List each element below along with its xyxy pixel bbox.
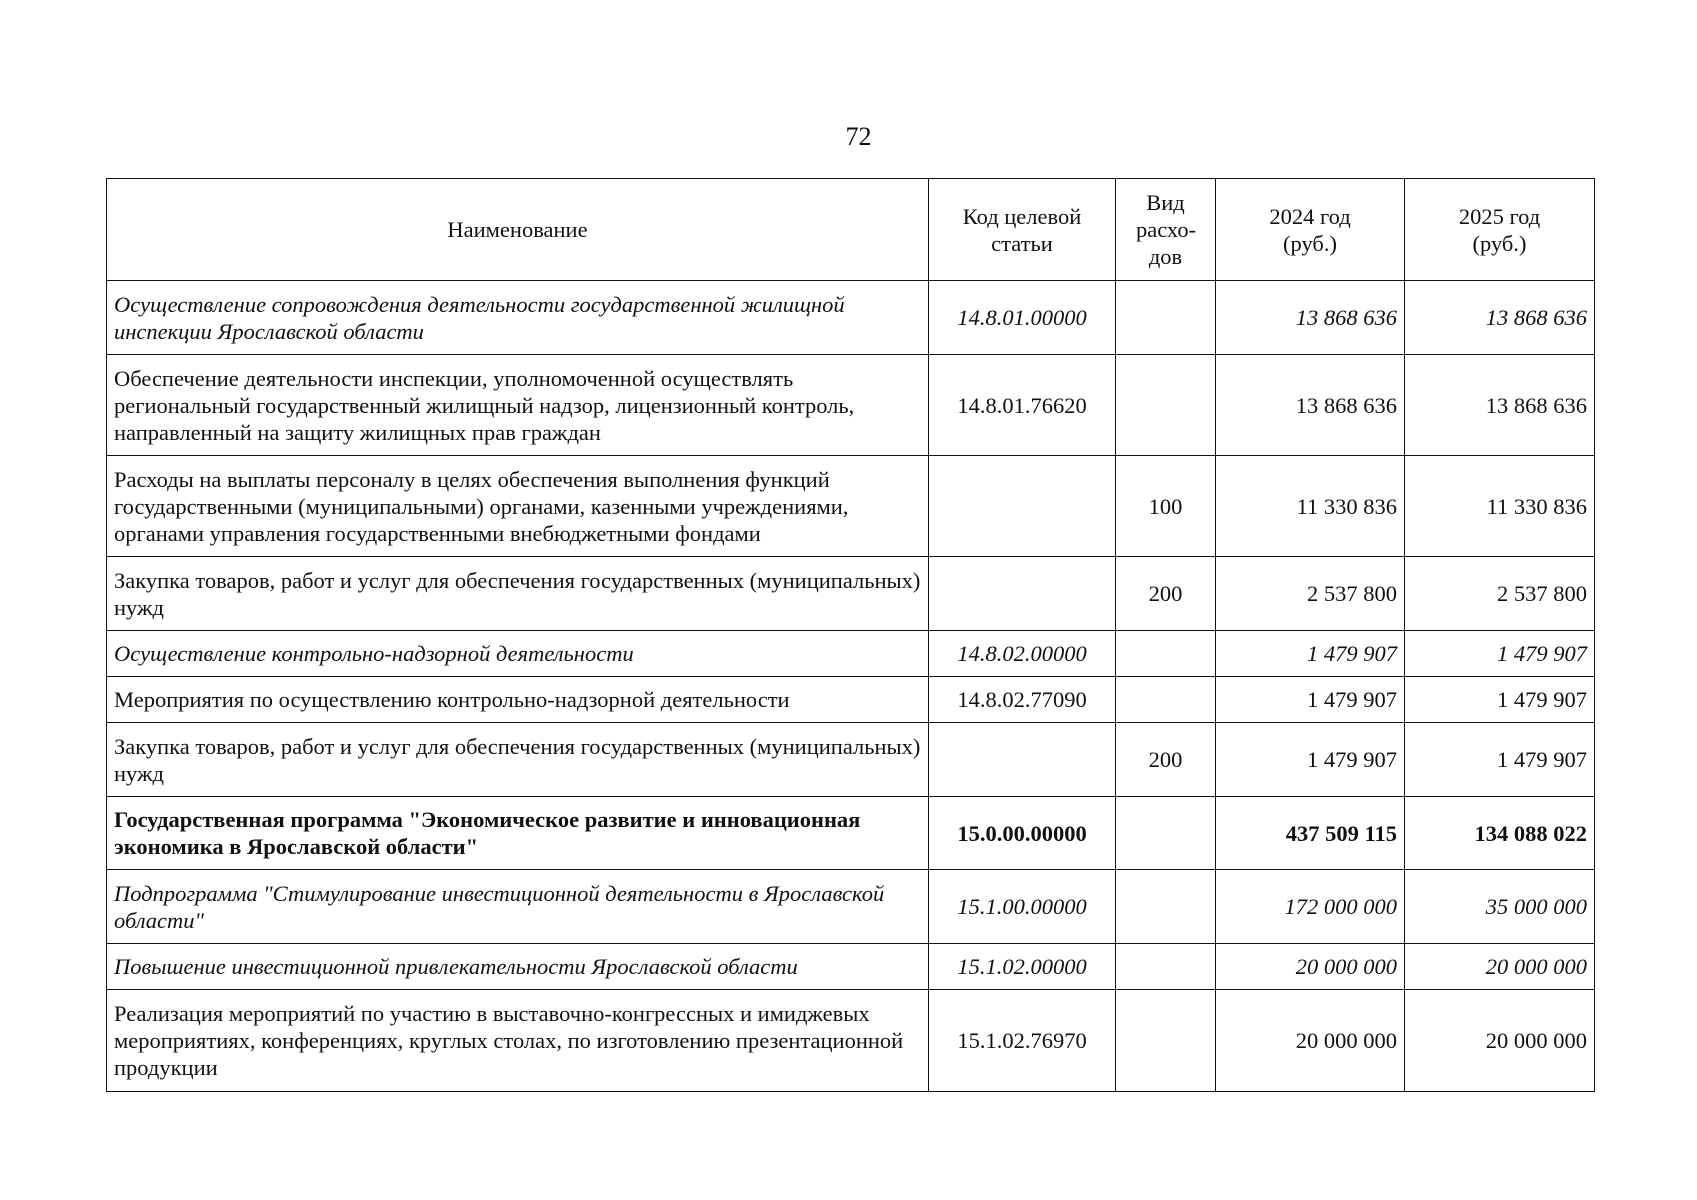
cell-name: Расходы на выплаты персоналу в целях обеспечения выполнения функций государственными (муниципальными) органами, казенными учреждениями, органами управления государственными внебюджетными фондами xyxy=(107,456,929,557)
cell-name: Обеспечение деятельности инспекции, уполномоченной осуществлять региональный государственный жилищный надзор, лицензионный контроль, направленный на защиту жилищных прав граждан xyxy=(107,355,929,456)
cell-year-2024: 437 509 115 xyxy=(1216,797,1405,870)
cell-type xyxy=(1116,677,1216,723)
table-row xyxy=(107,631,1595,677)
cell-code: 15.1.02.00000 xyxy=(929,944,1116,990)
cell-year-2024: 11 330 836 xyxy=(1216,456,1405,557)
cell-name: Осуществление сопровождения деятельности государственной жилищной инспекции Ярославской области xyxy=(107,281,929,355)
cell-year-2025: 2 537 800 xyxy=(1405,557,1595,631)
cell-code: 14.8.02.00000 xyxy=(929,631,1116,677)
budget-table xyxy=(106,178,1595,1092)
cell-year-2024: 1 479 907 xyxy=(1216,677,1405,723)
cell-year-2024: 13 868 636 xyxy=(1216,355,1405,456)
cell-type xyxy=(1116,944,1216,990)
page-number: 72 xyxy=(845,122,872,151)
cell-code: 15.1.02.76970 xyxy=(929,990,1116,1092)
cell-type xyxy=(1116,281,1216,355)
table-row xyxy=(107,456,1595,557)
cell-year-2024: 2 537 800 xyxy=(1216,557,1405,631)
table-row xyxy=(107,281,1595,355)
table-row xyxy=(107,990,1595,1092)
cell-code: 14.8.01.76620 xyxy=(929,355,1116,456)
cell-type xyxy=(1116,870,1216,944)
cell-year-2024: 20 000 000 xyxy=(1216,944,1405,990)
cell-code xyxy=(929,456,1116,557)
cell-type: 200 xyxy=(1116,557,1216,631)
table-row xyxy=(107,723,1595,797)
cell-type: 100 xyxy=(1116,456,1216,557)
cell-year-2025: 35 000 000 xyxy=(1405,870,1595,944)
header-year-2024: 2024 год (руб.) xyxy=(1216,179,1405,281)
table-row xyxy=(107,944,1595,990)
table-header-row xyxy=(107,179,1595,281)
cell-name: Реализация мероприятий по участию в выставочно-конгрессных и имиджевых мероприятиях, конференциях, круглых столах, по изготовлению презентационной продукции xyxy=(107,990,929,1092)
cell-code: 14.8.01.00000 xyxy=(929,281,1116,355)
cell-code: 15.1.00.00000 xyxy=(929,870,1116,944)
table-row xyxy=(107,677,1595,723)
cell-year-2025: 134 088 022 xyxy=(1405,797,1595,870)
cell-name: Государственная программа "Экономическое развитие и инновационная экономика в Ярославской области" xyxy=(107,797,929,870)
cell-year-2024: 1 479 907 xyxy=(1216,631,1405,677)
cell-code xyxy=(929,723,1116,797)
cell-code xyxy=(929,557,1116,631)
cell-name: Мероприятия по осуществлению контрольно-надзорной деятельности xyxy=(107,677,929,723)
cell-type xyxy=(1116,990,1216,1092)
cell-type xyxy=(1116,355,1216,456)
table-row xyxy=(107,355,1595,456)
cell-year-2024: 20 000 000 xyxy=(1216,990,1405,1092)
cell-name: Подпрограмма "Стимулирование инвестиционной деятельности в Ярославской области" xyxy=(107,870,929,944)
cell-type xyxy=(1116,797,1216,870)
cell-year-2025: 11 330 836 xyxy=(1405,456,1595,557)
cell-name: Закупка товаров, работ и услуг для обеспечения государственных (муниципальных) нужд xyxy=(107,557,929,631)
table-body xyxy=(107,281,1595,1092)
header-type: Вид расхо-дов xyxy=(1116,179,1216,281)
header-year-2025: 2025 год (руб.) xyxy=(1405,179,1595,281)
cell-name: Повышение инвестиционной привлекательности Ярославской области xyxy=(107,944,929,990)
cell-year-2025: 13 868 636 xyxy=(1405,281,1595,355)
cell-type xyxy=(1116,631,1216,677)
cell-year-2025: 13 868 636 xyxy=(1405,355,1595,456)
table-row xyxy=(107,557,1595,631)
header-name: Наименование xyxy=(107,179,929,281)
cell-code: 15.0.00.00000 xyxy=(929,797,1116,870)
cell-year-2025: 1 479 907 xyxy=(1405,631,1595,677)
cell-year-2025: 1 479 907 xyxy=(1405,677,1595,723)
cell-type: 200 xyxy=(1116,723,1216,797)
cell-name: Закупка товаров, работ и услуг для обеспечения государственных (муниципальных) нужд xyxy=(107,723,929,797)
cell-name: Осуществление контрольно-надзорной деятельности xyxy=(107,631,929,677)
header-code: Код целевой статьи xyxy=(929,179,1116,281)
table-row xyxy=(107,797,1595,870)
cell-year-2025: 20 000 000 xyxy=(1405,944,1595,990)
cell-year-2025: 20 000 000 xyxy=(1405,990,1595,1092)
table-row xyxy=(107,870,1595,944)
cell-year-2024: 1 479 907 xyxy=(1216,723,1405,797)
cell-year-2025: 1 479 907 xyxy=(1405,723,1595,797)
cell-year-2024: 13 868 636 xyxy=(1216,281,1405,355)
cell-code: 14.8.02.77090 xyxy=(929,677,1116,723)
cell-year-2024: 172 000 000 xyxy=(1216,870,1405,944)
